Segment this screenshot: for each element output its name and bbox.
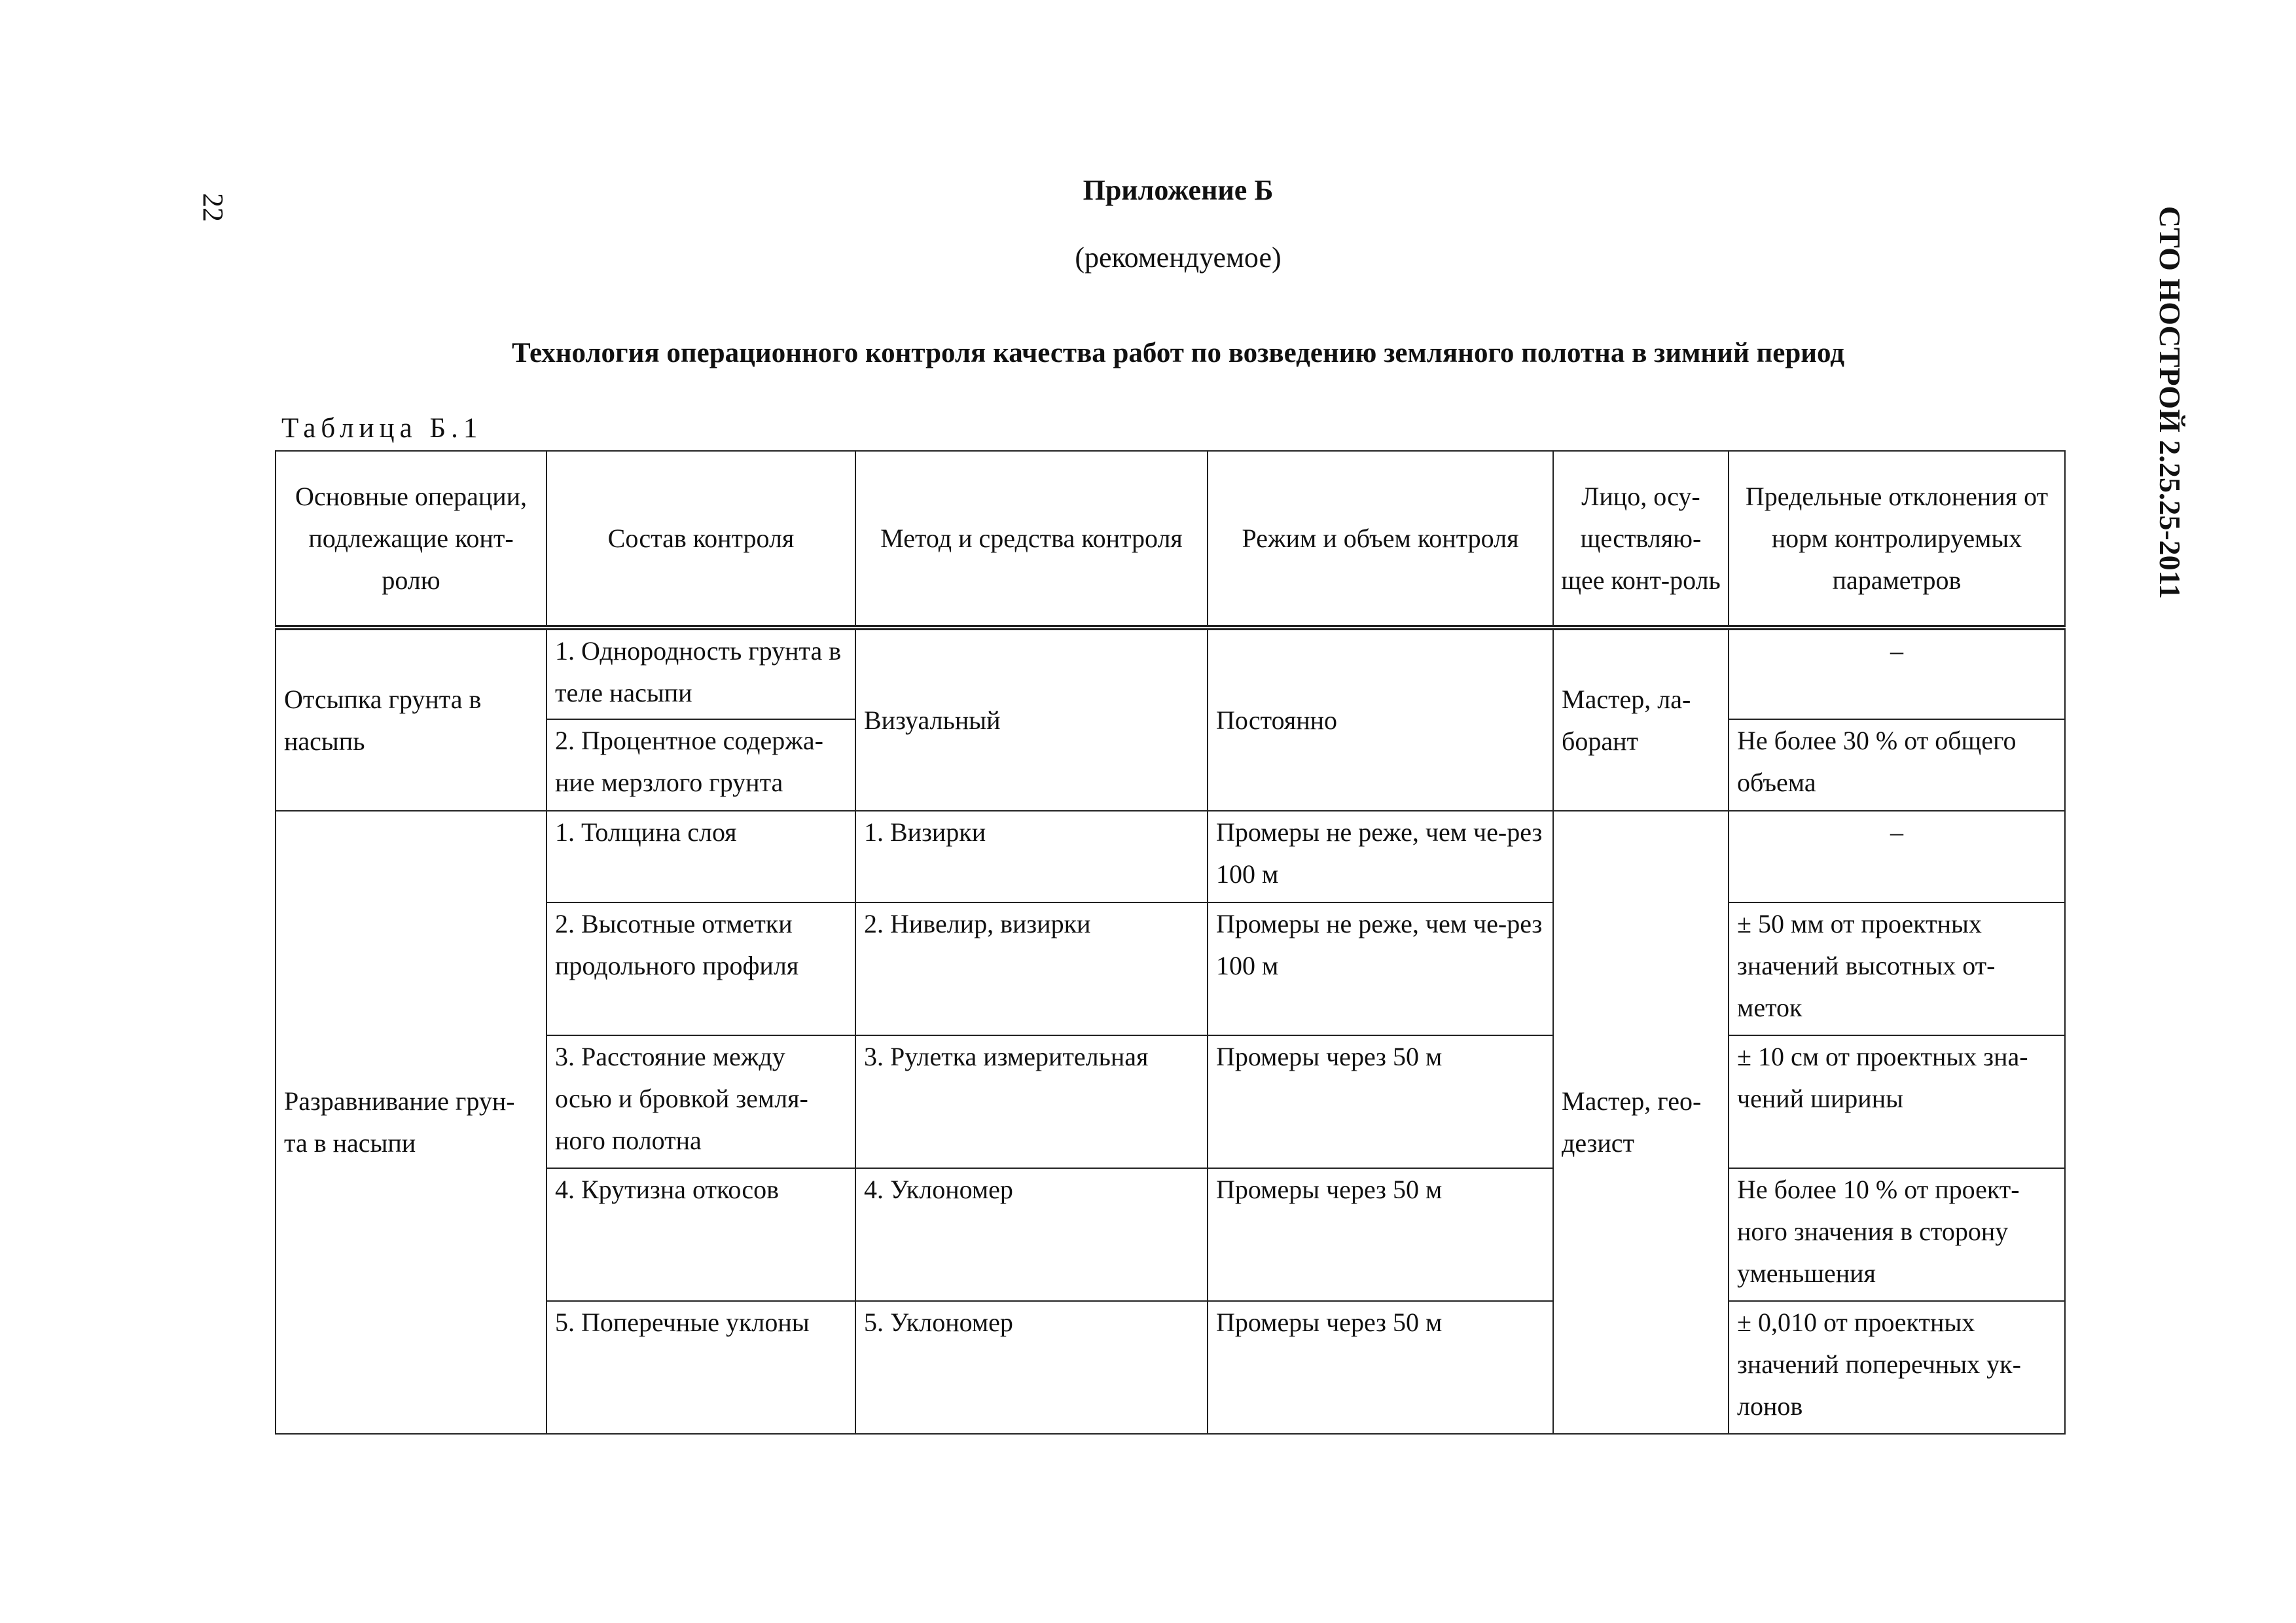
composition-cell: 2. Процентное содержа-ние мерзлого грунта: [547, 719, 855, 811]
deviation-cell: ± 50 мм от проектных значений высотных от-меток: [1729, 902, 2065, 1035]
composition-cell: 4. Крутизна откосов: [547, 1168, 855, 1301]
mode-cell: Постоянно: [1208, 628, 1553, 811]
document-heading: Технология операционного контроля качества работ по возведению земляного полотна в зимний период: [511, 338, 1845, 368]
method-cell: 4. Уклономер: [855, 1168, 1208, 1301]
deviation-cell: Не более 30 % от общего объема: [1729, 719, 2065, 811]
header-composition: Состав контроля: [547, 451, 855, 628]
operation-cell: Отсыпка грунта в насыпь: [276, 628, 547, 811]
header-operations: Основные операции, подлежащие конт-ролю: [276, 451, 547, 628]
mode-cell: Промеры через 50 м: [1208, 1168, 1553, 1301]
header-method: Метод и средства контроля: [855, 451, 1208, 628]
method-cell: 5. Уклономер: [855, 1301, 1208, 1434]
table-row: [276, 811, 2065, 902]
composition-cell: 1. Толщина слоя: [547, 811, 855, 902]
header-person: Лицо, осу-ществляю-щее конт-роль: [1553, 451, 1729, 628]
person-cell: Мастер, ла-борант: [1553, 628, 1729, 811]
document-code: СТО НОСТРОЙ 2.25.25-2011: [2153, 205, 2187, 599]
control-table: [275, 450, 2066, 1435]
composition-cell: 3. Расстояние между осью и бровкой земля-ного полотна: [547, 1035, 855, 1168]
table-caption: Таблица Б.1: [281, 413, 483, 444]
method-cell: Визуальный: [855, 628, 1208, 811]
deviation-cell: –: [1729, 811, 2065, 902]
composition-cell: 2. Высотные отметки продольного профиля: [547, 902, 855, 1035]
deviation-cell: ± 10 см от проектных зна-чений ширины: [1729, 1035, 2065, 1168]
composition-cell: 1. Однородность грунта в теле насыпи: [547, 628, 855, 719]
header-mode: Режим и объем контроля: [1208, 451, 1553, 628]
method-cell: 1. Визирки: [855, 811, 1208, 902]
operation-cell: Разравнивание грун-та в насыпи: [276, 811, 547, 1434]
mode-cell: Промеры не реже, чем че-рез 100 м: [1208, 902, 1553, 1035]
table-header-row: [276, 451, 2065, 628]
mode-cell: Промеры не реже, чем че-рез 100 м: [1208, 811, 1553, 902]
table-row: [276, 628, 2065, 719]
deviation-cell: –: [1729, 628, 2065, 719]
annex-status: (рекомендуемое): [1075, 241, 1282, 274]
mode-cell: Промеры через 50 м: [1208, 1035, 1553, 1168]
method-cell: 2. Нивелир, визирки: [855, 902, 1208, 1035]
person-cell: Мастер, гео-дезист: [1553, 811, 1729, 1434]
deviation-cell: Не более 10 % от проект-ного значения в сторону уменьшения: [1729, 1168, 2065, 1301]
deviation-cell: ± 0,010 от проектных значений поперечных ук-лонов: [1729, 1301, 2065, 1434]
header-deviations: Предельные отклонения от норм контролируемых параметров: [1729, 451, 2065, 628]
page-number: 22: [197, 193, 229, 222]
annex-title: Приложение Б: [1083, 174, 1274, 206]
composition-cell: 5. Поперечные уклоны: [547, 1301, 855, 1434]
mode-cell: Промеры через 50 м: [1208, 1301, 1553, 1434]
method-cell: 3. Рулетка измерительная: [855, 1035, 1208, 1168]
